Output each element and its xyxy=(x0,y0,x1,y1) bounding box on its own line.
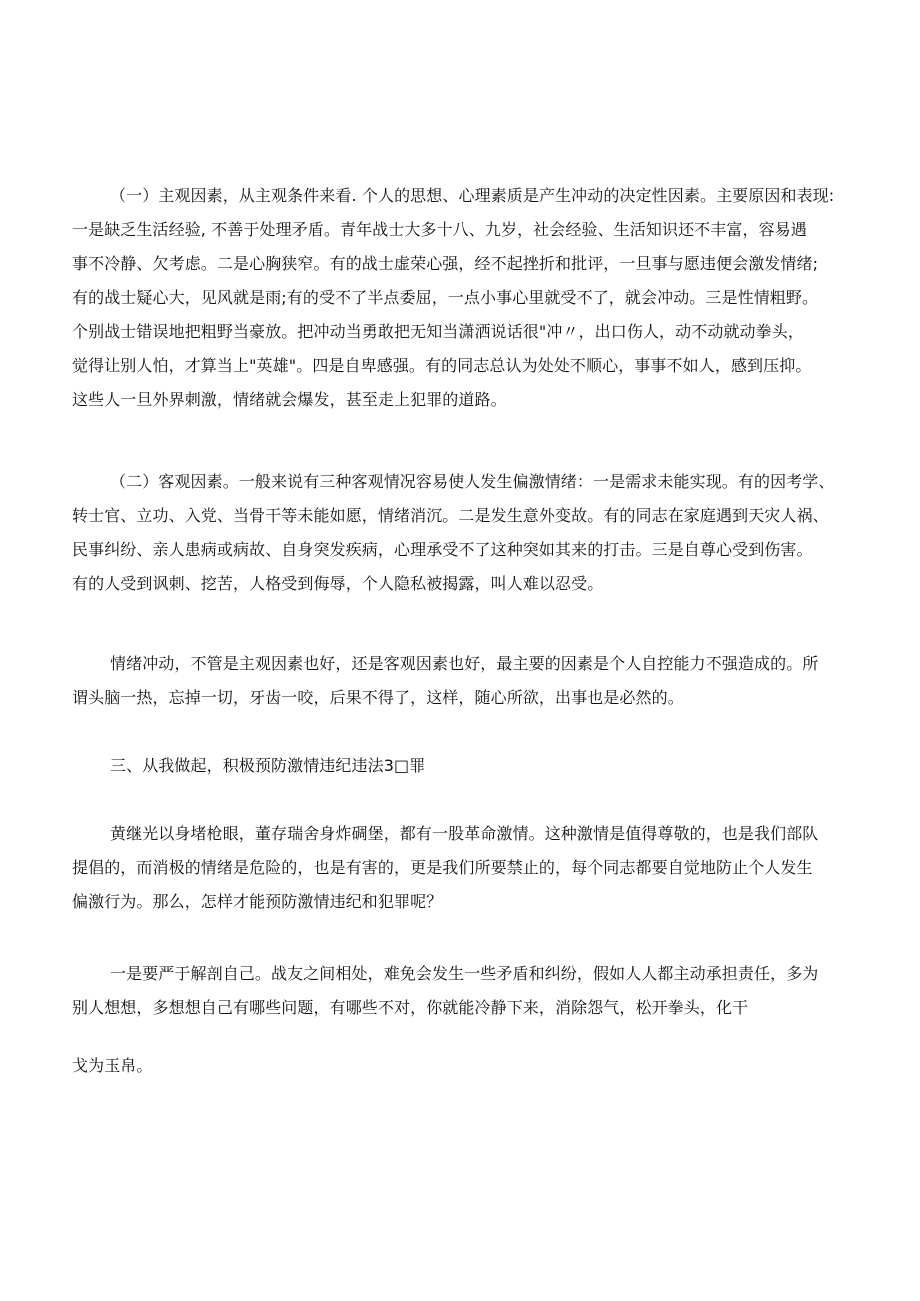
text-line: 一是缺乏生活经验, 不善于处理矛盾。青年战士大多十八、九岁，社会经验、生活知识还不丰富，容易遇 xyxy=(72,220,807,239)
text-line: 提倡的，而消极的情绪是危险的，也是有害的，更是我们所要禁止的，每个同志都要自觉地防止个人发生 xyxy=(72,858,813,877)
text-line: 戈为玉帛。 xyxy=(72,1056,153,1075)
heading-text: 三、从我做起，积极预防激情违纪违法3□罪 xyxy=(110,756,426,775)
text-line: 个别战士错误地把粗野当豪放。把冲动当勇敢把无知当潇洒说话很"冲〃，出口伤人，动不动就动拳头， xyxy=(72,322,804,341)
text-line: （二）客观因素。一般来说有三种客观情况容易使人发生偏激情绪：一是需求未能实现。有的因考学、 xyxy=(110,472,835,491)
text-line: 有的战士疑心大，见风就是雨;有的受不了半点委屈，一点小事心里就受不了，就会冲动。三是性情粗野。 xyxy=(72,288,819,307)
text-line: 谓头脑一热，忘掉一切，牙齿一咬，后果不得了，这样，随心所欲，出事也是必然的。 xyxy=(72,688,684,707)
text-line: 别人想想，多想想自己有哪些问题，有哪些不对，你就能冷静下来，消除怨气，松开拳头，化干 xyxy=(72,998,749,1017)
text-line: 这些人一旦外界刺激，情绪就会爆发，甚至走上犯罪的道路。 xyxy=(72,390,507,409)
text-line: 转士官、立功、入党、当骨干等未能如愿，情绪消沉。二是发生意外变故。有的同志在家庭遇到天灾人祸、 xyxy=(72,506,829,525)
text-line: 情绪冲动，不管是主观因素也好，还是客观因素也好，最主要的因素是个人自控能力不强造成的。所 xyxy=(110,654,819,673)
text-line: 觉得让别人怕，才算当上"英雄"。四是自卑感强。有的同志总认为处处不顺心，事事不如人，感到压抑。 xyxy=(72,356,812,375)
text-line: 一是要严于解剖自己。战友之间相处，难免会发生一些矛盾和纠纷，假如人人都主动承担责任，多为 xyxy=(110,964,819,983)
text-line: 事不冷静、欠考虑。二是心胸狭窄。有的战士虚荣心强，经不起挫折和批评，一旦事与愿违便会激发情绪; xyxy=(72,254,819,273)
text-line: 黄继光以身堵枪眼，董存瑞舍身炸碉堡，都有一股革命激情。这种激情是值得尊敬的，也是我们部队 xyxy=(110,824,819,843)
text-line: 民事纠纷、亲人患病或病故、自身突发疾病，心理承受不了这种突如其来的打击。三是自尊心受到伤害。 xyxy=(72,540,813,559)
text-line: 偏激行为。那么，怎样才能预防激情违纪和犯罪呢？ xyxy=(72,892,443,911)
text-line: （一）主观因素，从主观条件来看. 个人的思想、心理素质是产生冲动的决定性因素。主要原因和表现: xyxy=(110,186,835,205)
text-line: 有的人受到讽刺、挖苦，人格受到侮辱，个人隐私被揭露，叫人难以忍受。 xyxy=(72,574,604,593)
